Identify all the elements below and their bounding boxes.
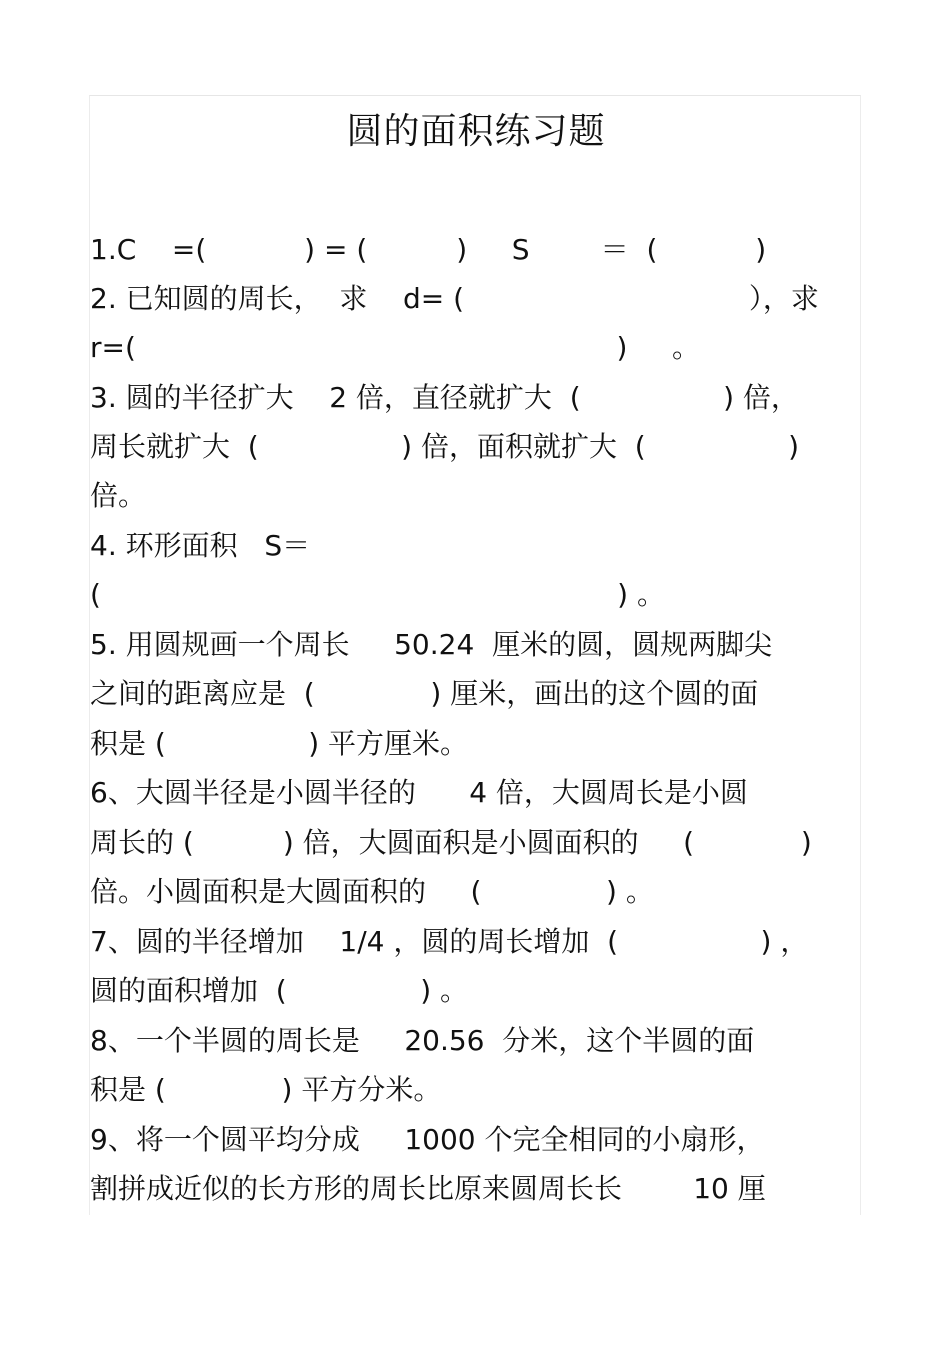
question-line-12: 6、大圆半径是小圆半径的 4 倍，大圆周长是小圆 <box>90 776 748 809</box>
question-line-13: 周长的 ( ) 倍，大圆面积是小圆面积的 ( ) <box>90 826 812 859</box>
page-title: 圆的面积练习题 <box>346 111 606 152</box>
question-line-1: 1.C =( ) = ( ) S ＝ ( ) <box>90 233 767 266</box>
question-line-8: ( ) 。 <box>90 578 665 611</box>
question-line-3: r=( ) 。 <box>90 331 700 364</box>
question-line-7: 4. 环形面积 S＝ <box>90 529 311 562</box>
page-frame <box>89 95 861 1215</box>
question-line-16: 圆的面积增加 ( ) 。 <box>90 974 469 1007</box>
question-line-5: 周长就扩大 ( ) 倍，面积就扩大 ( ) <box>90 430 800 463</box>
question-line-2: 2. 已知圆的周长， 求 d= ( ），求 <box>90 282 819 315</box>
question-line-15: 7、圆的半径增加 1/4 ，圆的周长增加 ( ) ， <box>90 925 809 958</box>
question-line-18: 积是 ( ) 平方分米。 <box>90 1073 442 1106</box>
question-line-19: 9、将一个圆平均分成 1000 个完全相同的小扇形， <box>90 1123 765 1156</box>
question-line-17: 8、一个半圆的周长是 20.56 分米，这个半圆的面 <box>90 1024 755 1057</box>
question-line-10: 之间的距离应是 ( ) 厘米，画出的这个圆的面 <box>90 677 759 710</box>
question-line-20: 割拼成近似的长方形的周长比原来圆周长长 10 厘 <box>90 1172 766 1205</box>
question-line-6: 倍。 <box>90 479 147 512</box>
question-line-14: 倍。小圆面积是大圆面积的 ( ) 。 <box>90 875 654 908</box>
question-line-11: 积是 ( ) 平方厘米。 <box>90 727 469 760</box>
question-line-4: 3. 圆的半径扩大 2 倍，直径就扩大 ( ) 倍， <box>90 381 799 414</box>
question-line-9: 5. 用圆规画一个周长 50.24 厘米的圆，圆规两脚尖 <box>90 628 773 661</box>
